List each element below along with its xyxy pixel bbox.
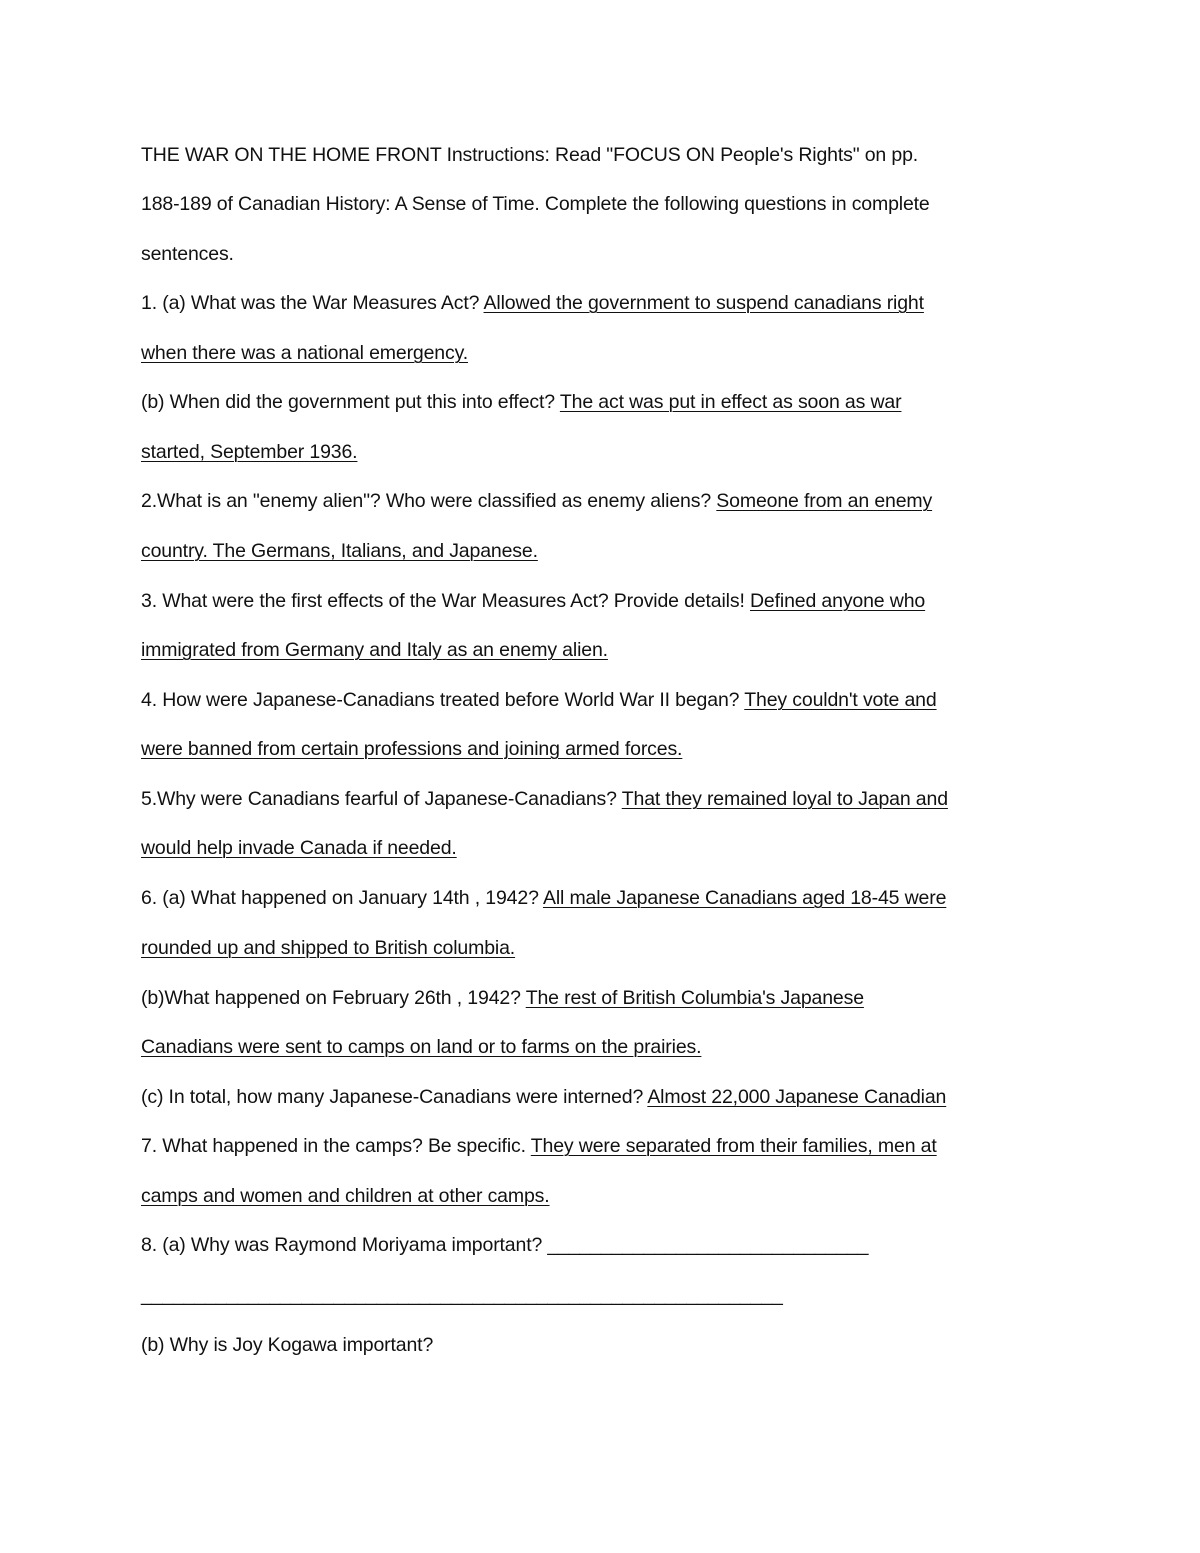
question-text: 3. What were the first effects of the War Measures Act? Provide details! [141,590,750,612]
answer-blank-line [141,1283,1071,1307]
question-text: 8. (a) Why was Raymond Moriyama important? ______________________________ [141,1234,869,1256]
answer-text: when there was a national emergency. [141,342,469,364]
answer-1b-cont [141,440,1071,464]
question-text: sentences. [141,243,234,265]
answer-text: camps and women and children at other camps. [141,1185,550,1207]
question-8b [141,1333,1071,1357]
question-text: (b) Why is Joy Kogawa important? [141,1334,434,1356]
question-6c [141,1085,1071,1109]
answer-text: The act was put in effect as soon as war [559,391,902,413]
blank-line-text: ____________________________________________________________ [141,1284,783,1306]
answer-text: Canadians were sent to camps on land or to farms on the prairies. [141,1036,702,1058]
question-text: 7. What happened in the camps? Be specific. [141,1135,531,1157]
answer-text: They couldn't vote and [744,689,937,711]
answer-text: country. The Germans, Italians, and Japanese. [141,540,538,562]
question-1a [141,291,1071,315]
answer-1a-cont [141,341,1071,365]
answer-6a-cont [141,936,1071,960]
question-text: 5.Why were Canadians fearful of Japanese-Canadians? [141,788,622,810]
question-6b [141,986,1071,1010]
answer-text: They were separated from their families, men at [530,1135,937,1157]
answer-5-cont [141,836,1071,860]
header-line-2 [141,192,1071,216]
question-text: (b)What happened on February 26th , 1942? [141,987,526,1009]
answer-text: Defined anyone who [750,590,926,612]
question-6a [141,886,1071,910]
question-1b [141,390,1071,414]
answer-text: That they remained loyal to Japan and [621,788,948,810]
question-text: 1. (a) What was the War Measures Act? [141,292,484,314]
answer-text: started, September 1936. [141,441,358,463]
question-2 [141,489,1071,513]
answer-7-cont [141,1184,1071,1208]
question-4 [141,688,1071,712]
answer-text: The rest of British Columbia's Japanese [525,987,864,1009]
question-text: 4. How were Japanese-Canadians treated before World War II began? [141,689,745,711]
answer-6b-cont [141,1035,1071,1059]
answer-4-cont [141,737,1071,761]
answer-text: were banned from certain professions and joining armed forces. [141,738,683,760]
answer-text: rounded up and shipped to British columbia. [141,937,516,959]
question-text: 2.What is an "enemy alien"? Who were classified as enemy aliens? [141,490,717,512]
question-7 [141,1134,1071,1158]
answer-2-cont [141,539,1071,563]
answer-text: would help invade Canada if needed. [141,837,457,859]
answer-3-cont [141,638,1071,662]
question-5 [141,787,1071,811]
question-text: (b) When did the government put this into effect? [141,391,560,413]
header-line-3 [141,242,1071,266]
question-text: 188-189 of Canadian History: A Sense of Time. Complete the following questions in complete [141,193,930,215]
answer-text: Almost 22,000 Japanese Canadian [647,1086,947,1108]
question-8a [141,1233,1071,1257]
header-line-1 [141,143,1071,167]
answer-text: Allowed the government to suspend canadians right [483,292,924,314]
question-text: 6. (a) What happened on January 14th , 1942? [141,887,543,909]
answer-text: All male Japanese Canadians aged 18-45 were [542,887,947,909]
question-3 [141,589,1071,613]
question-text: THE WAR ON THE HOME FRONT Instructions: Read "FOCUS ON People's Rights" on pp. [141,144,919,166]
answer-text: Someone from an enemy [716,490,933,512]
question-text: (c) In total, how many Japanese-Canadians were interned? [141,1086,648,1108]
answer-text: immigrated from Germany and Italy as an enemy alien. [141,639,608,661]
